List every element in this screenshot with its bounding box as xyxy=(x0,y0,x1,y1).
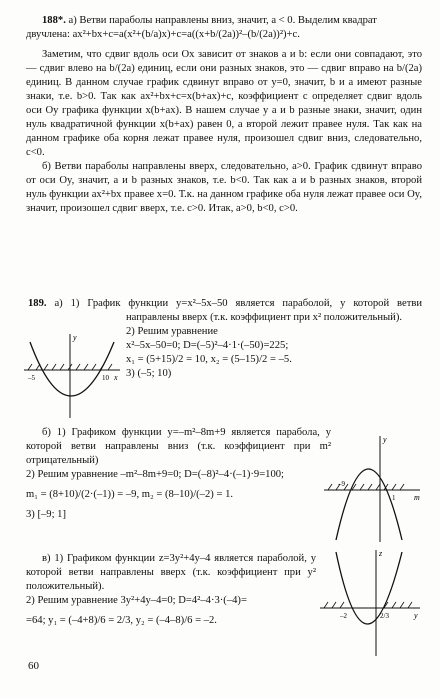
axis-label: z xyxy=(379,549,383,558)
axis-label: y xyxy=(414,611,418,620)
answer: 3) (–5; 10) xyxy=(126,368,172,379)
axis-label: x xyxy=(114,373,118,382)
paragraph: Заметим, что сдвиг вдоль оси Ox зависит от знаков a и b: если они совпадают, это — сдвиг влево на b/(2a) единиц, если они разных знаков, это — сдвиг вправо на b/(2a) единиц. В данном случае график сдвинут вправо от y=0, значит, b и a имеют разные знаки, т.е. b>0. Так как ax²+bx+c=x(b+ax)+c, коэффициент c определяет сдвиг вдоль оси Oy графика функции x(b+ax). В нашем случае y a и b разные знаки, значит, один нуль квадратичной функции x(b+ax) равен 0, а второй лежит правее нуля. Так как на данном графике оба корня лежат правее нуля, произошел сдвиг вниз, следовательно, c<0. xyxy=(26,49,422,158)
formula: m₁ = (8+10)/(2·(–1)) = –9, m₂ = (8–10)/(–2) = 1. xyxy=(26,489,234,500)
problem-number: 189. xyxy=(28,298,47,309)
parabola-curve xyxy=(336,469,402,540)
text-line: x²–5x–50=0; D=(–5)²–4·1·(–50)=225; xyxy=(126,340,289,351)
problem-188 xyxy=(26,14,422,216)
text-line: двучлена: ax²+bx+c=a(x²+(b/a)x)+c=a((x+b/(2a))²–(b/(2a))²)+c. xyxy=(26,29,300,40)
formula: x₁ = (5+15)/2 = 10, x₂ = (5–15)/2 = –5. xyxy=(126,354,292,365)
parabola-graph-c xyxy=(318,546,422,658)
answer: 3) [–9; 1] xyxy=(26,509,67,520)
problem-189-b xyxy=(26,426,331,522)
root-label: –9 xyxy=(338,480,345,488)
root-label: –5 xyxy=(28,374,35,382)
formula: =64; y₁ = (–4+8)/6 = 2/3, y₂ = (–4–8)/6 = –2. xyxy=(26,615,217,626)
root-label: 10 xyxy=(102,374,109,382)
axis-label: y xyxy=(383,435,387,444)
problem-189-c xyxy=(26,552,316,628)
paragraph: б) 1) Графиком функции y=–m²–8m+9 является парабола, у которой ветви направлены вниз (т.к. коэффициент при m² отрицательный) xyxy=(26,427,331,466)
parabola-graph-b xyxy=(322,432,422,544)
text-line: а) 1) График функции y=x²–5x–50 является параболой, у которой ветви направлены вверх (т.к. коэффициент при x² положительный). xyxy=(54,298,422,323)
root-label: –2 xyxy=(340,612,347,620)
parabola-curve xyxy=(30,342,114,396)
parabola-graph-a xyxy=(22,330,122,420)
root-label: 1 xyxy=(392,494,396,502)
problem-number: 188*. xyxy=(42,15,66,26)
axis-hatching xyxy=(324,602,412,608)
text-line: 2) Решим уравнение 3y²+4y–4=0; D=4²–4·3·(–4)= xyxy=(26,595,247,606)
axis-label: m xyxy=(414,493,420,502)
paragraph: в) 1) Графиком функции z=3y²+4y–4 является параболой, у которой ветви направлены вверх (т.к. коэффициент при y² положительный). xyxy=(26,553,316,592)
text-line: 2) Решим уравнение xyxy=(126,326,218,337)
root-label: 2/3 xyxy=(380,612,389,620)
page-number: 60 xyxy=(28,660,39,672)
axis-label: y xyxy=(73,333,77,342)
text-line: 2) Решим уравнение –m²–8m+9=0; D=(–8)²–4·(–1)·9=100; xyxy=(26,469,285,480)
paragraph: б) Ветви параболы направлены вверх, следовательно, a>0. График сдвинут вправо от оси Oy, значит, a и b разных знаков, т.е. b<0. Так как a и b разных знаков, второй нуль функции ax²+bx правее x=0. Т.к. на данном графике оба нуля лежат правее оси Oy, значит, произошел сдвиг вверх, т.е. c>0. Итак, a>0, b<0, c>0. xyxy=(26,161,422,214)
text-line: а) Ветви параболы направлены вниз, значит, a < 0. Выделим квадрат xyxy=(68,15,377,26)
